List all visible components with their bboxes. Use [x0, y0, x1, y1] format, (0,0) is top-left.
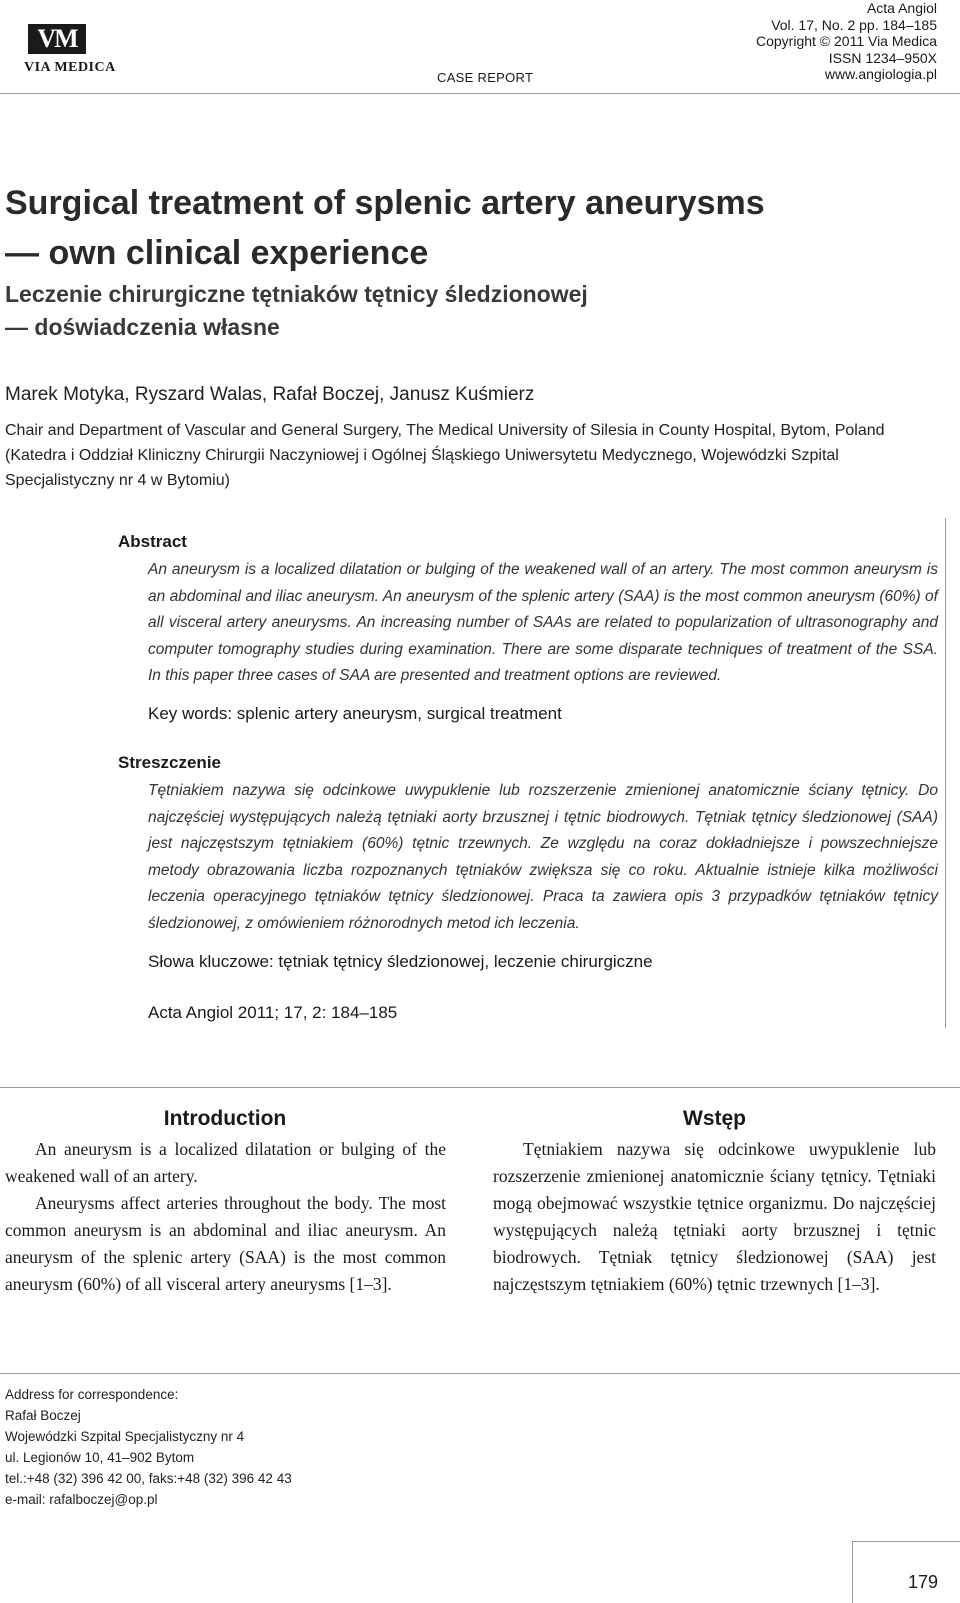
publisher-logo — [24, 24, 116, 75]
address-line: Rafał Boczej — [5, 1408, 81, 1423]
abstract-text: An aneurysm is a localized dilatation or bulging of the weakened wall of an artery. The most common aneurysm is an abdominal and iliac aneurysm. An aneurysm of the splenic artery (SAA) is the most common aneurysm (60%) of all visceral artery aneurysms. An increasing number of SAAs are related to popularization of ultrasonography and computer tomography studies during examination. There are some disparate techniques of treatment of the SSA. In this paper three cases of SAA are presented and treatment options are reviewed. — [148, 561, 938, 684]
subtitle-line: — doświadczenia własne — [5, 314, 280, 340]
streszczenie-text: Tętniakiem nazywa się odcinkowe uwypuklenie lub rozszerzenie zmienionej anatomicznie ściany tętnicy. Do najczęściej występujących należą tętniaki aorty brzusznej i tętnic biodrowych. Tętniak tętnicy śledzionowej (SAA) jest najczęstszym tętniakiem (60%) tętnic trzewnych. Ze względu na coraz dokładniejsze i powszechniejsze metody obrazowania liczba rozpoznanych tętniaków zwiększa się co roku. Aktualnie istnieje kilka możliwości leczenia operacyjnego tętniaków tętnicy śledzionowej. Praca ta zawiera opis 3 przypadków tętniaków tętnicy śledzionowej, z omówieniem różnorodnych metod ich leczenia. — [148, 782, 938, 932]
address-line: ul. Legionów 10, 41–902 Bytom — [5, 1450, 195, 1465]
paragraph: Tętniakiem nazywa się odcinkowe uwypuklenie lub rozszerzenie zmienionej anatomicznie ściany tętnicy. Tętniaki mogą obejmować wszystkie tętnice organizmu. Do najczęściej występujących należą tętniaki aorty brzusznej i tętnic biodrowych. Tętniak tętnicy śledzionowej (SAA) jest najczęstszym tętniakiem (60%) tętnic trzewnych [1–3]. — [493, 1139, 936, 1294]
authors: Marek Motyka, Ryszard Walas, Rafał Boczej, Janusz Kuśmierz — [5, 384, 535, 405]
wstep-body — [493, 1136, 936, 1298]
affiliation: Chair and Department of Vascular and General Surgery, The Medical University of Silesia in County Hospital, Bytom, Poland (Katedra i Oddział Kliniczny Chirurgii Naczyniowej i Ogólnej Śląskiego Uniwersytetu Medycznego, Wojewódzki Szpital Specjalistyczny nr 4 w Bytomiu) — [5, 422, 885, 489]
journal-url: www.angiologia.pl — [824, 66, 937, 82]
subtitle-line: Leczenie chirurgiczne tętniaków tętnicy śledzionowej — [5, 281, 588, 307]
abstract-heading: Abstract — [118, 532, 187, 551]
footer-divider — [0, 1373, 960, 1374]
introduction-body — [5, 1136, 446, 1298]
article-title — [5, 178, 945, 278]
title-line: — own clinical experience — [5, 234, 429, 272]
journal-volume: Vol. 17, No. 2 pp. 184–185 — [771, 16, 937, 33]
page-number: 179 — [907, 1572, 938, 1592]
logo-text: VIA MEDICA — [24, 60, 116, 75]
title-line: Surgical treatment of splenic artery aneurysms — [5, 184, 765, 222]
streszczenie-keywords: Słowa kluczowe: tętniak tętnicy śledzionowej, leczenie chirurgiczne — [148, 952, 653, 971]
journal-name: Acta Angiol — [866, 0, 937, 16]
wstep-heading: Wstęp — [683, 1107, 746, 1130]
section-label: CASE REPORT — [437, 70, 534, 85]
page-corner-rule — [852, 1541, 960, 1542]
address-line: tel.:+48 (32) 396 42 00, faks:+48 (32) 396 42 43 — [5, 1471, 292, 1486]
introduction-heading: Introduction — [163, 1107, 287, 1130]
journal-issn: ISSN 1234–950X — [828, 49, 937, 66]
address-line: Address for correspondence: — [5, 1387, 179, 1402]
streszczenie-heading: Streszczenie — [118, 753, 221, 772]
logo-mark: VM — [28, 24, 86, 54]
paragraph: An aneurysm is a localized dilatation or bulging of the weakened wall of an artery. — [5, 1139, 446, 1186]
header-divider — [0, 93, 960, 94]
article-subtitle — [5, 278, 945, 344]
page-corner-rule — [852, 1541, 853, 1603]
address-line: e-mail: rafalboczej@op.pl — [5, 1492, 158, 1507]
citation: Acta Angiol 2011; 17, 2: 184–185 — [148, 1003, 398, 1022]
journal-info — [756, 0, 937, 83]
section-divider — [0, 1087, 960, 1088]
correspondence-address — [5, 1384, 292, 1510]
abstract-keywords: Key words: splenic artery aneurysm, surgical treatment — [148, 704, 562, 723]
abstract-side-rule — [945, 518, 946, 1028]
journal-copyright: Copyright © 2011 Via Medica — [755, 33, 937, 49]
paragraph: Aneurysms affect arteries throughout the body. The most common aneurysm is an abdominal and iliac aneurysm. An aneurysm of the splenic artery (SAA) is the most common aneurysm (60%) of all visceral artery aneurysms [1–3]. — [5, 1193, 446, 1294]
address-line: Wojewódzki Szpital Specjalistyczny nr 4 — [5, 1429, 245, 1444]
